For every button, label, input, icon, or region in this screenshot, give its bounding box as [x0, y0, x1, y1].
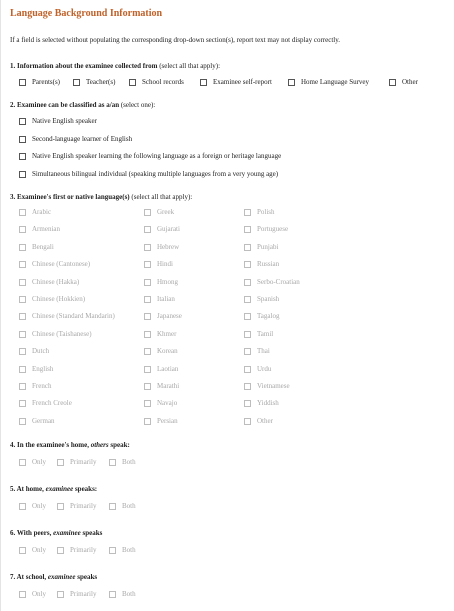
q3-col3-checkbox-serbo-croatian[interactable]: [244, 279, 251, 286]
q3-col3-checkbox-punjabi[interactable]: [244, 244, 251, 251]
q3-col2-label-persian: Persian: [157, 416, 178, 425]
q1-label-examinee-self-report: Examinee self-report: [213, 78, 272, 86]
q3-col2-label-hebrew: Hebrew: [157, 242, 180, 251]
q1-label-home-language-survey: Home Language Survey: [301, 78, 370, 86]
q3-col2-label-japanese: Japanese: [157, 312, 182, 321]
q7-emphasis: examinee: [47, 573, 76, 581]
q3-col1-checkbox-chinese-hakka[interactable]: [19, 279, 26, 286]
q3-col1-label-chinese-cantonese: Chinese (Cantonese): [32, 260, 91, 269]
q3-col1-checkbox-chinese-cantonese[interactable]: [19, 261, 26, 268]
q6-checkbox-primarily[interactable]: [57, 547, 64, 554]
q1-label-teacher-s: Teacher(s): [86, 78, 116, 86]
q3-col2-checkbox-gujarati[interactable]: [144, 226, 151, 233]
q3-col3-checkbox-yiddish[interactable]: [244, 400, 251, 407]
q3-col1-label-french: French: [32, 382, 52, 390]
q4-checkbox-only[interactable]: [19, 459, 26, 466]
q3-col2-label-gujarati: Gujarati: [157, 225, 180, 234]
q6-label-only: Only: [32, 546, 46, 554]
q1-checkbox-home-language-survey[interactable]: [288, 79, 295, 86]
q4-emphasis: others: [90, 441, 109, 449]
q2-label-second-language-learner-of-english: Second-language learner of English: [32, 134, 133, 143]
q3-col1-label-arabic: Arabic: [32, 208, 52, 216]
q3-col1-label-bengali: Bengali: [32, 242, 54, 251]
q3-col1-checkbox-french[interactable]: [19, 383, 26, 390]
q3-col3-checkbox-tagalog[interactable]: [244, 313, 251, 320]
q4-checkbox-primarily[interactable]: [57, 459, 64, 466]
q2-heading: [10, 101, 155, 109]
q3-col3-label-vietnamese: Vietnamese: [257, 382, 290, 390]
q3-col1-checkbox-bengali[interactable]: [19, 244, 26, 251]
q2-checkbox-native-english-speaker-learning-the-following-language-as-a-foreign-or-heritage-language[interactable]: [19, 153, 26, 160]
q3-col3-label-spanish: Spanish: [257, 295, 280, 303]
q3-col1-checkbox-chinese-hokkien[interactable]: [19, 296, 26, 303]
q5-checkbox-primarily[interactable]: [57, 503, 64, 510]
q1-checkbox-parents-s[interactable]: [19, 79, 26, 86]
q3-col2-checkbox-japanese[interactable]: [144, 313, 151, 320]
q1-heading: [10, 62, 220, 70]
q1-label-school-records: School records: [142, 78, 184, 86]
q3-col3-label-thai: Thai: [257, 347, 270, 356]
q7-label-only: Only: [32, 590, 46, 598]
q3-col2-checkbox-navajo[interactable]: [144, 400, 151, 407]
q4-title: 4. In the examinee's home,: [10, 441, 89, 449]
q7-label-both: Both: [122, 590, 136, 598]
q5-suffix: speaks:: [74, 485, 98, 493]
q2-label-native-english-speaker-learning-the-following-language-as-a-foreign-or-heritage-language: Native English speaker learning the following language as a foreign or heritage language: [32, 152, 282, 160]
q7-checkbox-primarily[interactable]: [57, 591, 64, 598]
q3-col1-label-dutch: Dutch: [32, 347, 50, 356]
q7-checkbox-only[interactable]: [19, 591, 26, 598]
q4-checkbox-both[interactable]: [109, 459, 116, 466]
q7-label-primarily: Primarily: [70, 590, 97, 598]
q3-col2-checkbox-hebrew[interactable]: [144, 244, 151, 251]
q3-col1-label-chinese-taishanese: Chinese (Taishanese): [32, 329, 92, 338]
q3-col2-label-navajo: Navajo: [157, 399, 178, 408]
q5-label-primarily: Primarily: [70, 502, 97, 510]
q3-col3-label-portuguese: Portuguese: [257, 225, 289, 234]
q3-col1-checkbox-chinese-standard-mandarin[interactable]: [19, 313, 26, 320]
q3-col3-checkbox-tamil[interactable]: [244, 331, 251, 338]
q1-label-other: Other: [402, 78, 418, 86]
q6-title: 6. With peers,: [10, 529, 52, 537]
q1-hint: (select all that apply):: [159, 62, 221, 70]
q3-col1-checkbox-armenian[interactable]: [19, 226, 26, 233]
q3-col3-checkbox-other[interactable]: [244, 418, 251, 425]
q3-col1-checkbox-french-creole[interactable]: [19, 400, 26, 407]
q3-col1-label-chinese-standard-mandarin: Chinese (Standard Mandarin): [32, 312, 115, 321]
q7-title: 7. At school,: [10, 573, 47, 581]
q3-col3-checkbox-russian[interactable]: [244, 261, 251, 268]
q3-col3-label-other: Other: [257, 416, 273, 425]
q3-col2-label-hindi: Hindi: [157, 260, 173, 269]
q3-col3-checkbox-vietnamese[interactable]: [244, 383, 251, 390]
q4-label-only: Only: [32, 458, 46, 466]
q1-checkbox-school-records[interactable]: [129, 79, 136, 86]
q6-label-primarily: Primarily: [70, 546, 97, 554]
q3-col2-label-laotian: Laotian: [157, 364, 179, 373]
q3-col2-checkbox-persian[interactable]: [144, 418, 151, 425]
q5-label-only: Only: [32, 502, 46, 510]
q3-col2-checkbox-laotian[interactable]: [144, 366, 151, 373]
q1-checkbox-examinee-self-report[interactable]: [200, 79, 207, 86]
q4-heading: [10, 441, 130, 449]
q4-label-both: Both: [122, 458, 136, 466]
q6-suffix: speaks: [82, 529, 103, 537]
q2-checkbox-second-language-learner-of-english[interactable]: [19, 136, 26, 143]
q3-col3-label-tagalog: Tagalog: [257, 312, 280, 321]
q3-col1-label-english: English: [32, 364, 54, 373]
q3-col2-label-italian: Italian: [157, 295, 175, 303]
q5-heading: [10, 485, 97, 493]
q5-title: 5. At home,: [10, 485, 44, 493]
q2-label-native-english-speaker: Native English speaker: [32, 117, 97, 125]
q4-label-primarily: Primarily: [70, 458, 97, 466]
q3-col3-checkbox-urdu[interactable]: [244, 366, 251, 373]
q3-col2-label-korean: Korean: [157, 347, 178, 356]
q2-hint: (select one):: [120, 101, 156, 109]
q3-col3-label-russian: Russian: [257, 260, 280, 269]
q3-col2-checkbox-khmer[interactable]: [144, 331, 151, 338]
q3-col2-checkbox-greek[interactable]: [144, 209, 151, 216]
q5-checkbox-both[interactable]: [109, 503, 116, 510]
q3-col2-checkbox-marathi[interactable]: [144, 383, 151, 390]
q3-col1-label-chinese-hokkien: Chinese (Hokkien): [32, 295, 86, 303]
q3-col3-label-yiddish: Yiddish: [257, 399, 279, 408]
q3-col3-label-urdu: Urdu: [257, 364, 272, 373]
page-title: Language Background Information: [10, 8, 163, 19]
q3-col2-label-marathi: Marathi: [157, 382, 180, 390]
q1-checkbox-other[interactable]: [389, 79, 396, 86]
q3-col2-checkbox-hindi[interactable]: [144, 261, 151, 268]
q3-col1-label-chinese-hakka: Chinese (Hakka): [32, 277, 80, 286]
q7-heading: [10, 573, 97, 581]
q3-col1-label-french-creole: French Creole: [32, 399, 72, 408]
q3-col1-label-german: German: [32, 416, 55, 425]
q6-heading: [10, 529, 102, 537]
q6-checkbox-only[interactable]: [19, 547, 26, 554]
q3-col3-checkbox-thai[interactable]: [244, 348, 251, 355]
q3-col3-label-polish: Polish: [257, 208, 275, 216]
q3-col1-checkbox-dutch[interactable]: [19, 348, 26, 355]
q7-checkbox-both[interactable]: [109, 591, 116, 598]
q2-label-simultaneous-bilingual-individual-speaking-multiple-languages-from-a-very-young-age: Simultaneous bilingual individual (speaking multiple languages from a very young age): [32, 169, 279, 178]
q6-checkbox-both[interactable]: [109, 547, 116, 554]
q7-suffix: speaks: [77, 573, 98, 581]
q3-col3-checkbox-portuguese[interactable]: [244, 226, 251, 233]
q3-col1-checkbox-english[interactable]: [19, 366, 26, 373]
q1-label-parents-s: Parents(s): [32, 78, 60, 86]
q3-col3-checkbox-spanish[interactable]: [244, 296, 251, 303]
q2-checkbox-simultaneous-bilingual-individual-speaking-multiple-languages-from-a-very-young-age[interactable]: [19, 171, 26, 178]
q3-col1-checkbox-arabic[interactable]: [19, 209, 26, 216]
q3-col3-label-punjabi: Punjabi: [257, 242, 279, 251]
q3-col3-checkbox-polish[interactable]: [244, 209, 251, 216]
q6-label-both: Both: [122, 546, 136, 554]
warning-note: If a field is selected without populating the corresponding drop-down section(s), report text may not display correctly.: [10, 36, 341, 44]
q2-title: 2. Examinee can be classified as a/an: [10, 101, 120, 109]
q3-col3-label-serbo-croatian: Serbo-Croatian: [257, 277, 300, 286]
q3-col1-label-armenian: Armenian: [32, 225, 60, 234]
q3-heading: [10, 193, 192, 201]
q3-title: 3. Examinee's first or native language(s): [10, 193, 130, 201]
q5-checkbox-only[interactable]: [19, 503, 26, 510]
q3-col2-checkbox-korean[interactable]: [144, 348, 151, 355]
q1-checkbox-teacher-s[interactable]: [73, 79, 80, 86]
q2-checkbox-native-english-speaker[interactable]: [19, 118, 26, 125]
q1-title: 1. Information about the examinee collected from: [10, 62, 158, 70]
q5-emphasis: examinee: [45, 485, 74, 493]
q3-col2-label-greek: Greek: [157, 208, 175, 216]
q4-suffix: speak:: [110, 441, 130, 449]
q3-col2-checkbox-hmong[interactable]: [144, 279, 151, 286]
q3-col2-label-khmer: Khmer: [157, 329, 177, 338]
q3-col1-checkbox-chinese-taishanese[interactable]: [19, 331, 26, 338]
q5-label-both: Both: [122, 502, 136, 510]
q3-col2-label-hmong: Hmong: [157, 277, 178, 286]
q3-hint: (select all that apply):: [131, 193, 193, 201]
q6-emphasis: examinee: [53, 529, 81, 537]
q3-col3-label-tamil: Tamil: [257, 329, 274, 338]
q3-col2-checkbox-italian[interactable]: [144, 296, 151, 303]
q3-col1-checkbox-german[interactable]: [19, 418, 26, 425]
